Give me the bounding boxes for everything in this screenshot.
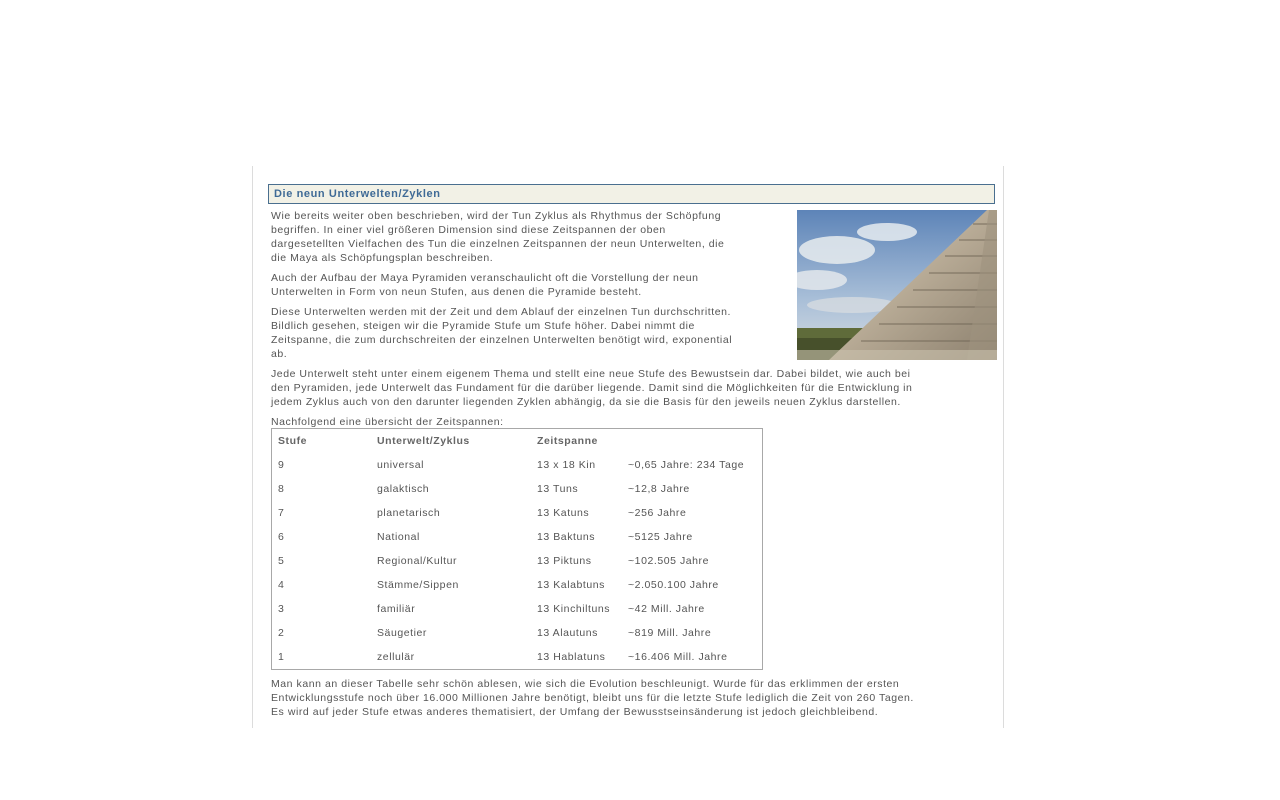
cell-unterwelt: Säugetier <box>377 627 427 639</box>
cell-stufe: 3 <box>278 603 285 615</box>
cell-dauer: ~102.505 Jahre <box>628 555 709 567</box>
table-row <box>272 597 762 621</box>
text-line: die Maya als Schöpfungsplan beschreiben. <box>271 252 494 264</box>
cell-zeitspanne: 13 x 18 Kin <box>537 459 596 471</box>
text-line: begriffen. In einer viel größeren Dimension sind diese Zeitspannen der oben <box>271 224 666 236</box>
table-intro-text: Nachfolgend eine übersicht der Zeitspannen: <box>271 416 504 428</box>
header-stufe: Stufe <box>278 435 307 447</box>
cell-unterwelt: Regional/Kultur <box>377 555 458 567</box>
pyramid-photo-graphic <box>797 210 997 360</box>
cell-stufe: 4 <box>278 579 285 591</box>
cell-stufe: 2 <box>278 627 285 639</box>
cell-stufe: 7 <box>278 507 285 519</box>
cell-unterwelt: planetarisch <box>377 507 441 519</box>
text-line: Es wird auf jeder Stufe etwas anderes thematisiert, der Umfang der Bewusstseinsänderung ist jedoch gleichbleibend. <box>271 706 879 718</box>
cell-zeitspanne: 13 Katuns <box>537 507 590 519</box>
table-row <box>272 453 762 477</box>
cell-unterwelt: familiär <box>377 603 416 615</box>
cell-zeitspanne: 13 Alautuns <box>537 627 598 639</box>
cell-zeitspanne: 13 Tuns <box>537 483 579 495</box>
cell-unterwelt: galaktisch <box>377 483 430 495</box>
table-row <box>272 501 762 525</box>
cell-zeitspanne: 13 Kinchiltuns <box>537 603 611 615</box>
cell-dauer: ~42 Mill. Jahre <box>628 603 705 615</box>
cell-zeitspanne: 13 Piktuns <box>537 555 592 567</box>
cell-dauer: ~16.406 Mill. Jahre <box>628 651 728 663</box>
intro-paragraph <box>271 209 724 265</box>
pyramid-photo <box>797 210 997 360</box>
text-line: den Pyramiden, jede Unterwelt das Fundament für die darüber liegende. Damit sind die Möglichkeiten für die Entwicklung in <box>271 382 913 394</box>
table-row <box>272 621 762 645</box>
cell-stufe: 5 <box>278 555 285 567</box>
cell-unterwelt: universal <box>377 459 424 471</box>
cell-stufe: 6 <box>278 531 285 543</box>
cell-dauer: ~819 Mill. Jahre <box>628 627 712 639</box>
text-line: Jede Unterwelt steht unter einem eigenem Thema und stellt eine neue Stufe des Bewustsein dar. Dabei bildet, wie auch bei <box>271 368 911 380</box>
zeitspannen-table <box>271 428 763 670</box>
text-line: Zeitspanne, die zum durchschreiten der einzelnen Unterwelten benötigt wird, exponential <box>271 334 733 346</box>
text-line: Diese Unterwelten werden mit der Zeit und dem Ablauf der einzelnen Tun durchschritten. <box>271 306 731 318</box>
text-line: dargesetellten Vielfachen des Tun die einzelnen Zeitspannen der neun Unterwelten, die <box>271 238 725 250</box>
table-row <box>272 573 762 597</box>
cell-stufe: 1 <box>278 651 285 663</box>
table-row <box>272 477 762 501</box>
cell-unterwelt: Stämme/Sippen <box>377 579 459 591</box>
section-title: Die neun Unterwelten/Zyklen <box>268 184 995 204</box>
cell-dauer: ~0,65 Jahre: 234 Tage <box>628 459 745 471</box>
text-line: Wie bereits weiter oben beschrieben, wird der Tun Zyklus als Rhythmus der Schöpfung <box>271 210 722 222</box>
pyramid-paragraph <box>271 271 699 299</box>
header-unterwelt: Unterwelt/Zyklus <box>377 435 470 447</box>
header-zeitspanne: Zeitspanne <box>537 435 598 447</box>
cell-stufe: 9 <box>278 459 285 471</box>
cell-dauer: ~5125 Jahre <box>628 531 693 543</box>
cell-unterwelt: National <box>377 531 420 543</box>
table-header-row <box>272 429 762 453</box>
text-line: Man kann an dieser Tabelle sehr schön ablesen, wie sich die Evolution beschleunigt. Wurde für das erklimmen der ersten <box>271 678 900 690</box>
header-empty <box>622 429 762 453</box>
text-line: ab. <box>271 348 288 360</box>
text-line: Unterwelten in Form von neun Stufen, aus denen die Pyramide besteht. <box>271 286 642 298</box>
table-row <box>272 645 762 669</box>
text-line: Auch der Aufbau der Maya Pyramiden veranschaulicht oft die Vorstellung der neun <box>271 272 699 284</box>
cell-dauer: ~2.050.100 Jahre <box>628 579 719 591</box>
cell-unterwelt: zellulär <box>377 651 415 663</box>
cell-zeitspanne: 13 Baktuns <box>537 531 596 543</box>
cell-dauer: ~12,8 Jahre <box>628 483 690 495</box>
underworld-paragraph <box>271 305 732 361</box>
cell-zeitspanne: 13 Kalabtuns <box>537 579 605 591</box>
theme-paragraph <box>271 367 912 409</box>
text-line: Entwicklungsstufe noch über 16.000 Millionen Jahre benötigt, bleibt uns für die letzte Stufe lediglich die Zeit von 260 Tagen. <box>271 692 914 704</box>
table-row <box>272 549 762 573</box>
cell-zeitspanne: 13 Hablatuns <box>537 651 606 663</box>
conclusion-paragraph <box>271 677 914 719</box>
table-row <box>272 525 762 549</box>
cell-dauer: ~256 Jahre <box>628 507 687 519</box>
cell-stufe: 8 <box>278 483 285 495</box>
text-line: jedem Zyklus auch von den darunter liegenden Zyklen abhängig, da sie die Basis für den jeweils neuen Zyklus darstellen. <box>271 396 901 408</box>
text-line: Bildlich gesehen, steigen wir die Pyramide Stufe um Stufe höher. Dabei nimmt die <box>271 320 695 332</box>
